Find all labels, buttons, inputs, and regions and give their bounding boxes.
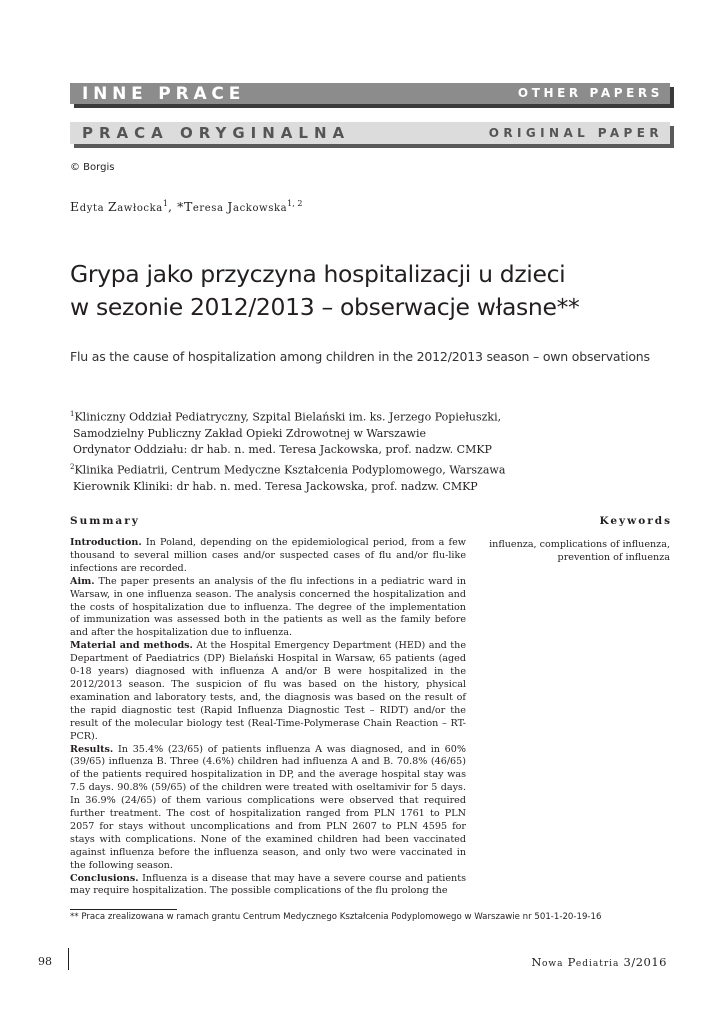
affiliation-line: Ordynator Oddziału: dr hab. n. med. Teresa Jackowska, prof. nadzw. CMKP	[73, 443, 492, 457]
journal-citation: Nowa Pediatria 3/2016	[531, 955, 667, 969]
section-band-praca-oryginalna	[70, 122, 670, 144]
keywords-heading: Keywords	[599, 515, 672, 527]
paper-type-pl: PRACA ORYGINALNA	[82, 124, 351, 142]
paper-type-en: ORIGINAL PAPER	[488, 126, 663, 140]
author-2: Teresa Jackowska$^{1, 2}$	[183, 199, 303, 215]
abstract-methods: Material and methods. At the Hospital Emergency Department (HED) and the Department of Paediatrics (DP) Bielański Hospital in Warsaw, 65 patients (aged 0-18 years) diagnosed with influenza A and/or B were hospitalized in the 2012/2013 season. The suspicion of flu was based on the history, physical examination and laboratory tests, and, the diagnosis was based on the result of the rapid diagnostic test (Rapid Influenza Diagnostic Test – RIDT) and/or the result of the molecular biology test (Real-Time-Polymerase Chain Reaction – RT-PCR).	[70, 640, 466, 742]
keywords-list	[470, 538, 670, 564]
abstract	[70, 537, 466, 898]
footnote: ** Praca zrealizowana w ramach grantu Centrum Medycznego Kształcenia Podyplomowego w Warszawie nr 501-1-20-19-16	[70, 912, 602, 922]
abstract-introduction: Introduction. In Poland, depending on the epidemiological period, from a few thousand to several million cases and/or suspected cases of flu and/or flu-like infections are recorded.	[70, 537, 466, 574]
paper-title-english: Flu as the cause of hospitalization among children in the 2012/2013 season – own observations	[70, 349, 650, 364]
copyright-notice: © Borgis	[70, 162, 115, 173]
section-label-pl: INNE PRACE	[82, 84, 246, 104]
paper-title-line-2: w sezonie 2012/2013 – obserwacje własne**	[70, 293, 580, 321]
affiliations	[70, 406, 670, 495]
keywords-line: prevention of influenza	[557, 552, 670, 563]
affiliation-line: Kierownik Kliniki: dr hab. n. med. Teresa Jackowska, prof. nadzw. CMKP	[73, 479, 478, 493]
keywords-line: influenza, complications of influenza,	[489, 539, 670, 550]
abstract-conclusions: Conclusions. Influenza is a disease that may have a severe course and patients may require hospitalization. The possible complications of the flu prolong the	[70, 872, 466, 897]
section-band-inne-prace	[70, 83, 670, 104]
abstract-aim: Aim. The paper presents an analysis of the flu infections in a pediatric ward in Warsaw, in one influenza season. The analysis concerned the hospitalization and the costs of hospitalization due to influenza. The degree of the implementation of immunization was assessed both in the patients as well as the family before and after the hospitalization due to influenza.	[70, 575, 466, 639]
affiliation-line: $^1$Kliniczny Oddział Pediatryczny, Szpital Bielański im. ks. Jerzego Popiełuszki,	[70, 410, 502, 424]
footnote-divider	[70, 909, 177, 910]
author-1: Edyta Zawłocka$^1$	[70, 199, 168, 215]
affiliation-line: $^2$Klinika Pediatrii, Centrum Medyczne Kształcenia Podyplomowego, Warszawa	[70, 462, 506, 477]
footer-divider	[68, 948, 69, 970]
paper-title	[70, 258, 670, 324]
abstract-results: Results. In 35.4% (23/65) of patients influenza A was diagnosed, and in 60% (39/65) influenza B. Three (4.6%) children had influenza A and B. 70.8% (46/65) of the patients required hospitalization in DP, and the average hospital stay was 7.5 days. 90.8% (59/65) of the children were treated with oseltamivir for 5 days. In 36.9% (24/65) of them various complications were observed that required further treatment. The cost of hospitalization ranged from PLN 1761 to PLN 2057 for stays without uncomplications and from PLN 2607 to PLN 4595 for stays with complications. None of the examined children had been vaccinated against influenza before the influenza season, and only two were vaccinated in the following season.	[70, 743, 466, 871]
affiliation-line: Samodzielny Publiczny Zakład Opieki Zdrowotnej w Warszawie	[73, 427, 426, 441]
section-label-en: OTHER PAPERS	[517, 86, 663, 100]
page-number: 98	[38, 955, 52, 968]
summary-heading: Summary	[70, 515, 140, 527]
authors-line: Edyta Zawłocka$^1$, *Teresa Jackowska$^{1, 2}$	[70, 199, 303, 215]
paper-title-line-1: Grypa jako przyczyna hospitalizacji u dzieci	[70, 260, 566, 288]
